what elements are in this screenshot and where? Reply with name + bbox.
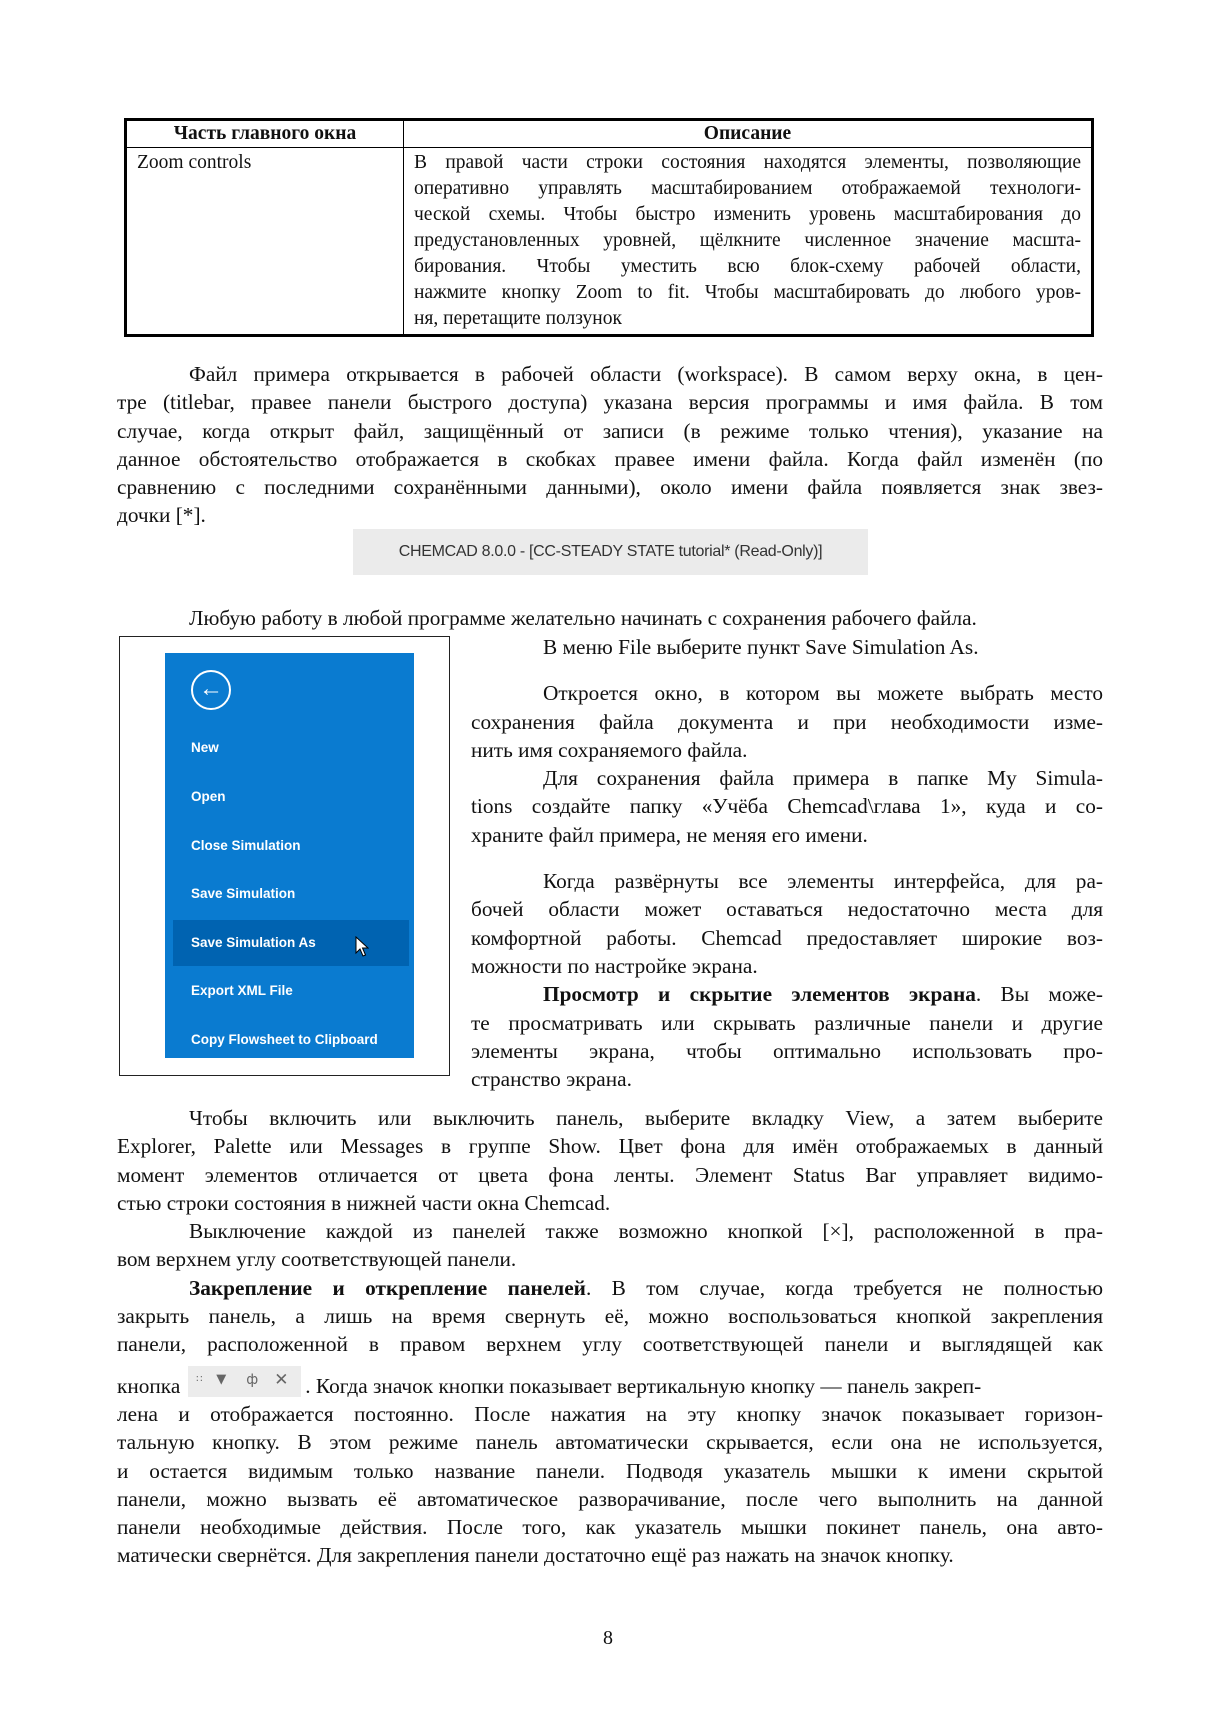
text: Откроется окно, в котором вы можете выбрать место [543,681,1103,706]
description-line: оперативно управлять масштабированием отображаемой технологи- [414,178,1081,199]
text-line [117,1189,1103,1217]
text: . В том случае, когда требуется не полностью [585,1275,1103,1300]
text-line [117,1104,1103,1132]
text-line [117,1513,1103,1541]
text-line [117,1132,1103,1160]
text: кнопка [117,1374,181,1398]
text: панели, можно вызвать её автоматическое разворачивание, после чего выполнить на данной [117,1486,1103,1511]
description-line: нажмите кнопку Zoom to fit. Чтобы масштабировать до любого уров- [414,282,1081,303]
description-line: бирования. Чтобы уместить всю блок-схему рабочей области, [414,256,1081,277]
paragraph-workspace [117,360,1103,530]
text-line [471,1037,1103,1065]
paragraph-pin-line [117,1366,1103,1400]
menu-item-save-simulation[interactable]: Save Simulation [191,886,296,901]
table-header-part: Часть главного окна [126,120,404,148]
text: дочки [*]. [117,503,206,528]
text-line [117,473,1103,501]
text: момент элементов отличается от цвета фона ленты. Элемент Status Bar управляет видимо- [117,1162,1103,1187]
paragraph-panels [117,1104,1103,1359]
grip-icon: ∷ [196,1374,203,1385]
text-line [471,821,1103,849]
text: В меню File выберите пункт Save Simulation As. [543,635,979,659]
back-arrow-circle-icon[interactable]: ← [191,670,231,710]
text-line [117,1245,1103,1273]
text-line [471,867,1103,895]
right-column-text [471,633,1103,1093]
text-line [117,1217,1103,1245]
text: бочей области может оставаться недостаточно места для [471,897,1103,922]
blank-line [471,849,1103,867]
text: и остается видимым только название панели. Подводя указатель мышки к имени скрытой [117,1458,1103,1483]
menu-item-open[interactable]: Open [191,789,226,804]
titlebar-example-image: CHEMCAD 8.0.0 - [CC-STEADY STATE tutorial* (Read-Only)] [353,529,868,575]
menu-item-export-xml[interactable]: Export XML File [191,983,293,998]
menu-item-save-simulation-as[interactable] [173,920,409,966]
text-line [117,604,1103,632]
text: закрыть панель, а лишь на время свернуть её, можно воспользоваться кнопкой закрепления [117,1304,1103,1329]
table-row [126,148,1093,336]
text: можности по настройке экрана. [471,953,758,978]
text-line [117,1541,1103,1569]
text: сравнению с последними сохранёнными данными), около имени файла появляется знак звез- [117,475,1103,500]
text-line [471,980,1103,1008]
text: панели, расположенной в правом верхнем углу соответствующей панели и выглядящей как [117,1332,1103,1357]
text-line [471,924,1103,952]
text: Чтобы включить или выключить панель, выберите вкладку View, а затем выберите [189,1106,1103,1130]
mouse-cursor-icon [355,936,369,958]
text-line [471,1009,1103,1037]
dropdown-icon: ▼ [216,1372,227,1387]
bold-heading: Просмотр и скрытие элементов экрана [543,982,976,1007]
table-cell-description [404,148,1093,336]
text-line [117,445,1103,473]
text: Файл примера открывается в рабочей области (workspace). В самом верху окна, в цен- [189,362,1103,386]
text: панели необходимые действия. После того, как указатель мышки покинет панель, она авто- [117,1515,1103,1540]
text-line [117,1302,1103,1330]
text-line [117,1330,1103,1358]
text: Для сохранения файла примера в папке My Simula- [543,766,1103,791]
text-line [471,792,1103,820]
text-line [471,895,1103,923]
text-line [117,1428,1103,1456]
blank-line [471,661,1103,679]
text: вом верхнем углу соответствующей панели. [117,1247,517,1272]
text: Когда развёрнуты все элементы интерфейса, для ра- [543,869,1103,894]
text-line [117,360,1103,388]
interface-table [124,118,1094,337]
text-line [117,1400,1103,1428]
text-line [471,679,1103,707]
text: элементы экрана, чтобы оптимально использовать про- [471,1038,1103,1063]
text-line [117,1274,1103,1302]
text: сохранения файла документа и при необходимости изме- [471,709,1103,734]
text-line [117,1457,1103,1485]
text: храните файл примера, не меняя его имени. [471,822,868,847]
panel-pin-toolbar-image [188,1366,301,1397]
table-cell-part: Zoom controls [126,148,404,336]
pin-icon: ф [246,1372,259,1388]
text-line [471,736,1103,764]
text: комфортной работы. Chemcad предоставляет широкие воз- [471,925,1103,950]
text: tions создайте папку «Учёба Chemcad\глава 1», куда и со- [471,794,1103,819]
text: стью строки состояния в нижней части окна Chemcad. [117,1190,611,1215]
text: лена и отображается постоянно. После нажатия на эту кнопку значок показывает горизон- [117,1402,1103,1426]
text: странство экрана. [471,1067,632,1092]
text-line [471,1065,1103,1093]
text: матически свернётся. Для закрепления панели достаточно ещё раз нажать на значок кнопку. [117,1543,954,1568]
text-line [117,388,1103,416]
paragraph-pin-explanation [117,1400,1103,1570]
text: тальную кнопку. В этом режиме панель автоматически скрывается, если она не используется, [117,1430,1103,1455]
text: Explorer, Palette или Messages в группе Show. Цвет фона для имён отображаемых в данный [117,1134,1103,1159]
text-line [117,1485,1103,1513]
description-line: В правой части строки состояния находятся элементы, позволяющие [414,152,1081,173]
text: данное обстоятельство отображается в скобках правее имени файла. Когда файл изменён (по [117,446,1103,471]
text-line [471,633,1103,661]
text: Любую работу в любой программе желательно начинать с сохранения рабочего файла. [189,606,977,630]
text-line [117,417,1103,445]
text: случае, когда открыт файл, защищённый от записи (в режиме только чтения), указание на [117,418,1103,443]
paragraph-save-intro [117,604,1103,632]
bold-heading: Закрепление и открепление панелей [189,1275,586,1300]
text-line [471,952,1103,980]
text: нить имя сохраняемого файла. [471,737,748,762]
text: . Вы може- [975,982,1103,1007]
text: те просматривать или скрывать различные панели и другие [471,1010,1103,1035]
menu-item-new[interactable]: New [191,740,219,755]
close-icon: ✕ [274,1370,289,1390]
file-menu [165,653,414,1058]
text: . Когда значок кнопки показывает вертикальную кнопку — панель закреп- [305,1374,982,1398]
description-line: ня, перетащите ползунок [414,308,622,329]
description-line: ческой схемы. Чтобы быстро изменить уровень масштабирования до [414,204,1081,225]
menu-item-label: Save Simulation As [191,935,316,950]
text-line [471,708,1103,736]
text-line [471,764,1103,792]
table-header-description: Описание [404,120,1093,148]
menu-item-copy-flowsheet[interactable]: Copy Flowsheet to Clipboard [191,1032,378,1047]
text-line [117,501,1103,529]
text-line [117,1161,1103,1189]
text: Выключение каждой из панелей также возможно кнопкой [×], расположенной в пра- [189,1219,1103,1244]
description-line: предустановленных уровней, щёлкните численное значение масшта- [414,230,1081,251]
page-number: 8 [603,1627,613,1649]
menu-item-close-simulation[interactable]: Close Simulation [191,838,301,853]
text: тре (titlebar, правее панели быстрого доступа) указана версия программы и имя файла. В том [117,390,1103,415]
